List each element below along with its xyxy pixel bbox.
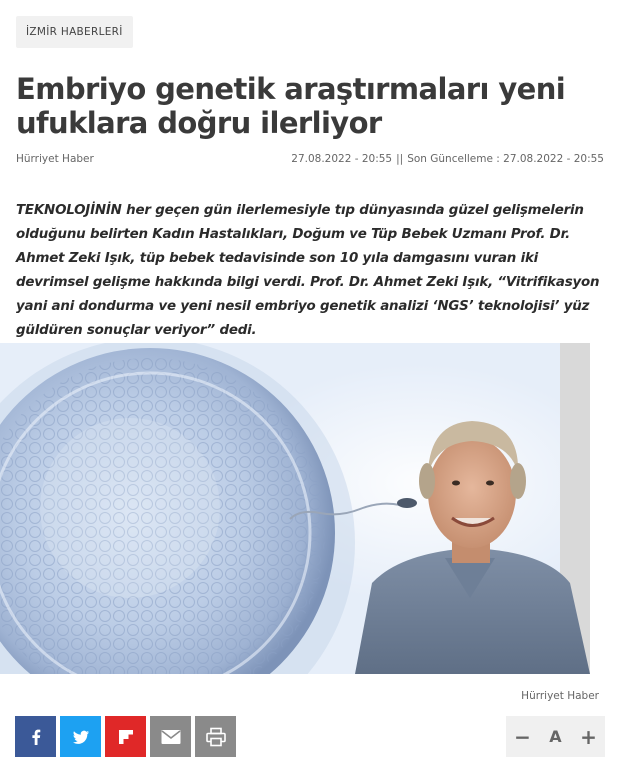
date-info [291,153,604,165]
font-size-control [506,716,605,757]
updated-date: Son Güncelleme : 27.08.2022 - 20:55 [407,153,604,165]
published-date: 27.08.2022 - 20:55 [291,153,393,165]
hero-illustration [0,343,590,674]
print-icon [205,727,227,747]
article-hero-image[interactable] [0,343,590,674]
increase-font-button[interactable]: + [580,724,597,749]
category-badge[interactable]: İZMİR HABERLERİ [16,16,133,48]
share-bar [15,716,236,757]
flipboard-icon [116,727,136,747]
print-button[interactable] [195,716,236,757]
twitter-icon [71,727,91,747]
date-separator: || [396,153,404,165]
facebook-icon [26,727,46,747]
article-title: Embriyo genetik araştırmaları yeni ufuklara doğru ilerliyor [16,72,566,140]
email-icon [160,728,182,746]
flipboard-share-button[interactable] [105,716,146,757]
twitter-share-button[interactable] [60,716,101,757]
decrease-font-button[interactable]: − [514,724,531,749]
article-meta [16,153,604,165]
font-size-label: A [549,727,562,746]
email-share-button[interactable] [150,716,191,757]
facebook-share-button[interactable] [15,716,56,757]
image-caption: Hürriyet Haber [521,690,599,702]
source-label: Hürriyet Haber [16,153,94,165]
article-lead: TEKNOLOJİNİN her geçen gün ilerlemesiyle tıp dünyasında güzel gelişmelerin olduğunu belirten Kadın Hastalıkları, Doğum ve Tüp Bebek Uzmanı Prof. Dr. Ahmet Zeki Işık, tüp bebek tedavisinde son 10 yıla damgasını vuran iki devrimsel gelişme hakkında bilgi verdi. Prof. Dr. Ahmet Zeki Işık, “Vitrifikasyon yani ani dondurma ve yeni nesil embriyo genetik analizi ‘NGS’ teknolojisi’ yüz güldüren sonuçlar veriyor” dedi. [16,203,600,338]
